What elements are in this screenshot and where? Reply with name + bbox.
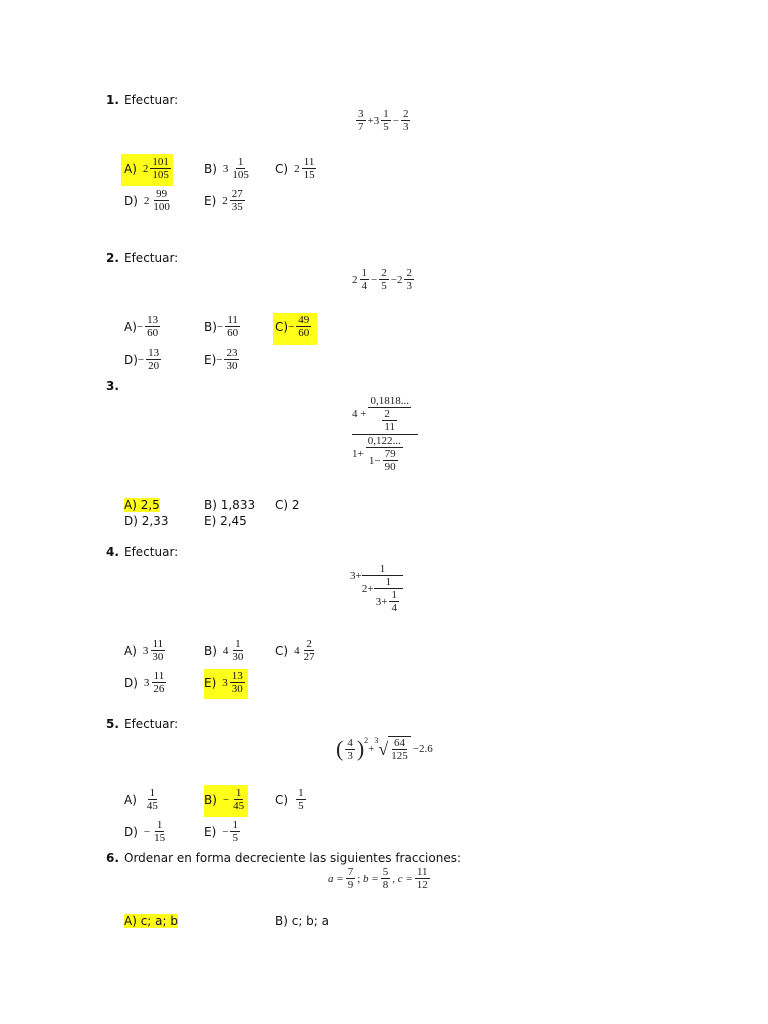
q5-option-e[interactable]: E) − $\frac{1}{5}$ <box>204 819 238 844</box>
q3-number: 3. <box>106 379 119 393</box>
q5-number: 5. <box>106 717 119 731</box>
q3-option-b[interactable]: B) 1,833 <box>204 498 256 512</box>
q4-prompt: Efectuar: <box>124 545 179 559</box>
q2-option-a[interactable]: A) − $\frac{13}{60}$ <box>124 314 159 339</box>
q4-option-e[interactable]: E) 3 $\frac{13}{30}$ <box>204 670 243 695</box>
q5-option-d[interactable]: D) − $\frac{1}{15}$ <box>124 819 166 844</box>
q5-option-a[interactable]: A) $\frac{1}{45}$ <box>124 787 158 812</box>
q1-option-b[interactable]: B) 3 $\frac{1}{105}$ <box>204 156 249 181</box>
q3-option-d[interactable]: D) 2,33 <box>124 514 169 528</box>
q4-number: 4. <box>106 545 119 559</box>
q2-option-c[interactable]: C) − $\frac{49}{60}$ <box>275 314 310 339</box>
q6-option-a[interactable]: A) c; a; b <box>124 914 178 928</box>
q3-expression <box>352 395 418 473</box>
q5-option-b[interactable]: B) − $\frac{1}{45}$ <box>204 787 245 812</box>
q1-option-a[interactable]: A) 2 $\frac{101}{105}$ <box>124 156 169 181</box>
q1-number: 1. <box>106 93 119 107</box>
q3-option-a[interactable]: A) 2,5 <box>124 498 160 512</box>
q4-option-b[interactable]: B) 4 $\frac{1}{30}$ <box>204 638 244 663</box>
q1-option-d[interactable]: D) 2 $\frac{99}{100}$ <box>124 188 170 213</box>
q1-option-e[interactable]: E) 2 $\frac{27}{35}$ <box>204 188 243 213</box>
q1-option-c[interactable]: C) 2 $\frac{11}{15}$ <box>275 156 315 181</box>
q5-expression: ( $\frac{4}{3}$ ) $^2$ + $^3$ √ $\frac{64}{125}$ −2.6 <box>336 736 433 762</box>
q2-option-d[interactable]: D) − $\frac{13}{20}$ <box>124 347 160 372</box>
q3-option-c[interactable]: C) 2 <box>275 498 300 512</box>
q1-prompt: Efectuar: <box>124 93 179 107</box>
q2-option-e[interactable]: E) − $\frac{23}{30}$ <box>204 347 238 372</box>
q1-expression: $\frac{3}{7}$ + 3 $\frac{1}{5}$ − $\frac{2}{3}$ <box>358 108 409 133</box>
q4-option-d[interactable]: D) 3 $\frac{11}{26}$ <box>124 670 165 695</box>
q3-denominator: 1+ 0,122... 1− $\frac{79}{90}$ <box>352 434 418 473</box>
q2-option-b[interactable]: B) − $\frac{11}{60}$ <box>204 314 239 339</box>
q4-expression: 3+ 1 2+ 1 3+ $\frac{1}{4}$ <box>350 563 420 614</box>
q2-number: 2. <box>106 251 119 265</box>
q3-option-e[interactable]: E) 2,45 <box>204 514 247 528</box>
q2-prompt: Efectuar: <box>124 251 179 265</box>
q5-prompt: Efectuar: <box>124 717 179 731</box>
q6-option-b[interactable]: B) c; b; a <box>275 914 330 928</box>
q6-number: 6. <box>106 851 119 865</box>
q6-expression: a = $\frac{7}{9}$ ; b = $\frac{5}{8}$ , c = $\frac{11}{12}$ <box>328 866 428 891</box>
q5-option-c[interactable]: C) $\frac{1}{5}$ <box>275 787 304 812</box>
q3-numerator: 4 + $\frac{0,1818...}{\frac{2}{11}}$ <box>352 395 409 433</box>
q2-expression: 2 $\frac{1}{4}$ − $\frac{2}{5}$ − 2 $\frac{2}{3}$ <box>352 267 412 292</box>
q4-option-c[interactable]: C) 4 $\frac{2}{27}$ <box>275 638 315 663</box>
q6-prompt: Ordenar en forma decreciente las siguientes fracciones: <box>124 851 462 865</box>
q4-option-a[interactable]: A) 3 $\frac{11}{30}$ <box>124 638 164 663</box>
